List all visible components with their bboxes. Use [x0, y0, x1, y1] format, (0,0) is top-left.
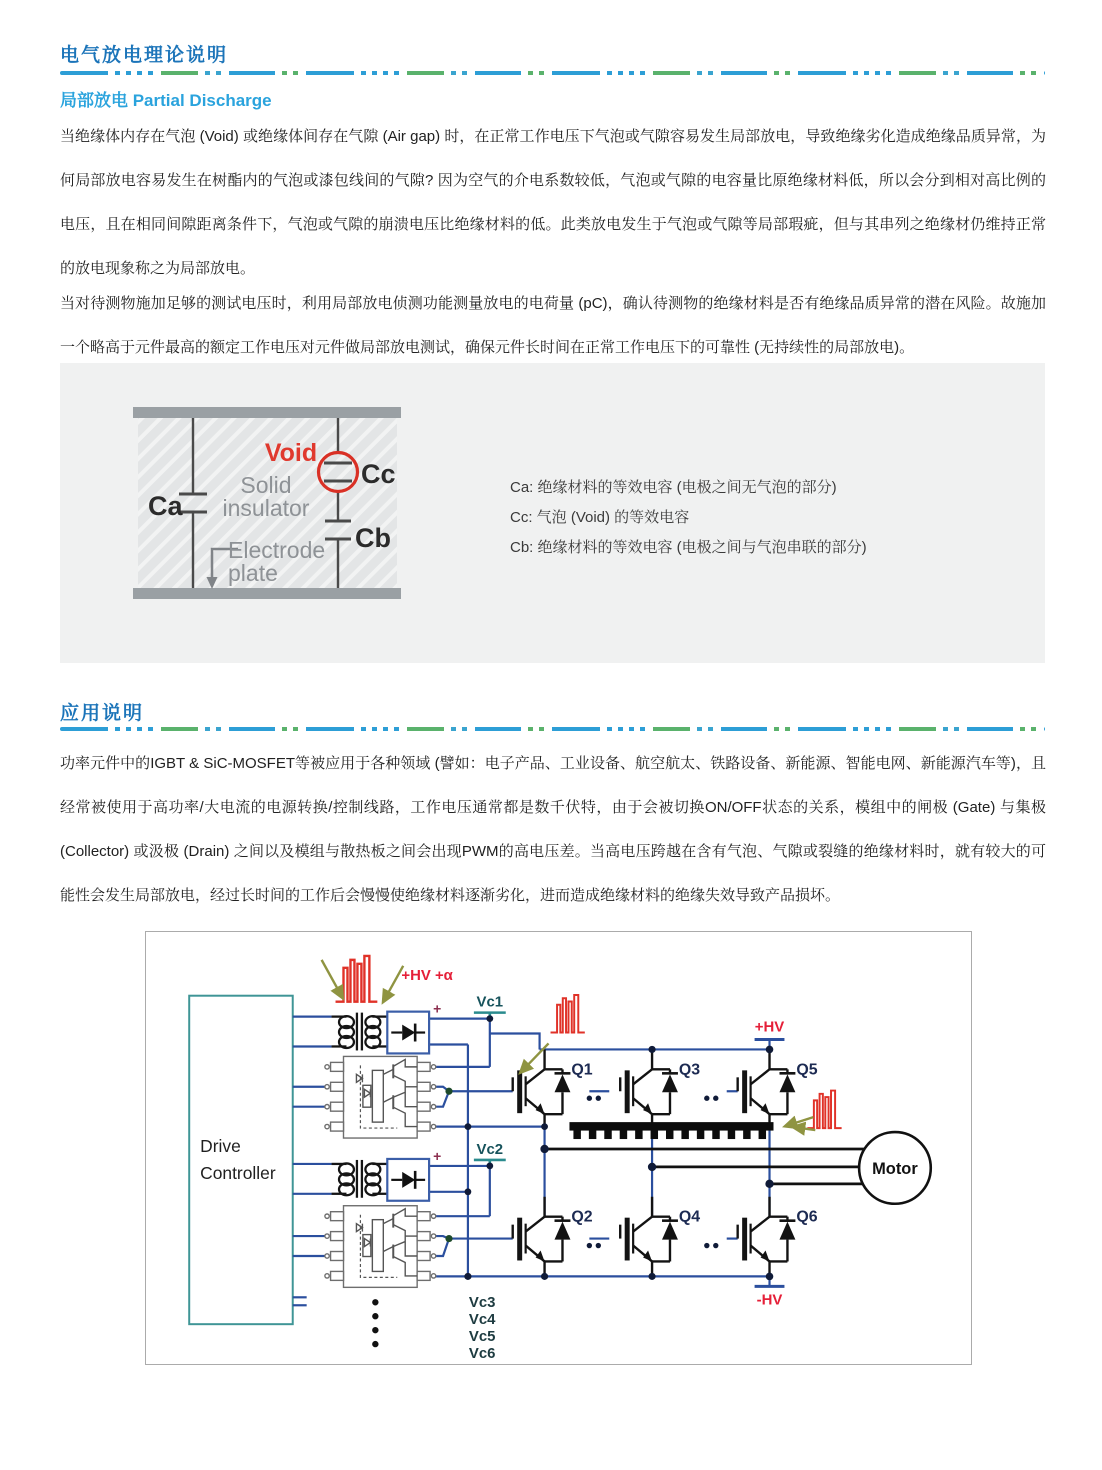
section-divider: [60, 71, 1045, 75]
igbt-q1: [513, 1049, 571, 1129]
hv-minus-label: -HV: [756, 1291, 783, 1309]
gate-node-dot-1: [445, 1088, 452, 1095]
q1-label: Q1: [571, 1061, 593, 1079]
igbt-q3: [620, 1049, 678, 1129]
igbt-q2: [513, 1197, 571, 1277]
inverter-circuit-figure: [145, 931, 972, 1365]
motor-label: Motor: [872, 1159, 918, 1178]
channel-ellipsis-dots: [372, 1299, 378, 1347]
heatsink-icon: [569, 1122, 773, 1139]
electrode-label-line1: Electrode: [228, 537, 326, 563]
section-divider-2: [60, 727, 1045, 731]
legend-item-cc: Cc: 气泡 (Void) 的等效电容: [510, 509, 690, 526]
vc4-label: Vc4: [468, 1311, 496, 1329]
q5-label: Q5: [796, 1061, 818, 1079]
pwm-waveform-2: [551, 995, 585, 1033]
plus-terminal-2: +: [433, 1147, 442, 1164]
hv-plus-label: +HV: [754, 1018, 785, 1036]
plus-terminal-1: +: [433, 1000, 442, 1017]
ca-label: Ca: [148, 491, 183, 521]
theory-paragraph-1: 当绝缘体内存在气泡 (Void) 或绝缘体间存在气隙 (Air gap) 时，在正常工作电压下气泡或气隙容易发生局部放电，导致绝缘劣化造成绝缘品质异常，为何局部放电容易发生在树酯内的气泡或漆包线间的气隙? 因为空气的介电系数较低，气泡或气隙的电容量比原绝缘材料低，所以会分到相对高比例的电压，且在相同间隙距离条件下，气泡或气隙的崩溃电压比绝缘材料的低。此类放电发生于气泡或气隙等局部瑕疵，但与其串列之绝缘材仍维持正常的放电现象称之为局部放电。: [60, 128, 1046, 277]
void-label: Void: [264, 439, 318, 467]
vc2-label: Vc2: [476, 1140, 504, 1158]
hv-alpha-label: +HV +α: [401, 966, 453, 984]
application-paragraph: 功率元件中的IGBT & SiC-MOSFET等被应用于各种领域 (譬如：电子产品、工业设备、航空航太、铁路设备、新能源、智能电网、新能源汽车等)，且经常被使用于高功率/大电流的电源转换/控制线路，工作电压通常都是数千伏特，由于会被切换ON/OFF状态的关系，模组中的闸极 (Gate) 与集极 (Collector) 或汲极 (Drain) 之间以及模组与散热板之间会出现PWM的高电压差。当高电压跨越在含有气泡、气隙或裂缝的绝缘材料时，就有较大的可能性会发生局部放电，经过长时间的工作后会慢慢使绝缘材料逐渐劣化，进而造成绝缘材料的绝缘失效导致产品损坏。: [60, 755, 1046, 904]
igbt-q6: [738, 1197, 796, 1277]
inverter-circuit-diagram: [146, 932, 970, 1363]
legend-item-ca: Ca: 绝缘材料的等效电容 (电极之间无气泡的部分): [510, 479, 837, 496]
gate-node-dot-2: [445, 1235, 452, 1242]
electrode-label-line2: plate: [228, 560, 278, 586]
igbt-q5: [738, 1049, 796, 1129]
cb-label: Cb: [355, 523, 391, 553]
vc5-label: Vc5: [468, 1328, 496, 1346]
drive-controller-label-line2: Controller: [200, 1162, 276, 1183]
transformer-rectifier-channel-2: [332, 1159, 430, 1201]
igbt-q4: [620, 1197, 678, 1277]
q3-label: Q3: [678, 1061, 701, 1079]
q4-label: Q4: [678, 1208, 701, 1226]
theory-section-title: 电气放电理论说明: [60, 45, 229, 66]
gate-driver-ic-2: [325, 1206, 436, 1288]
vc6-label: Vc6: [468, 1345, 496, 1363]
solid-insulator-label-line2: insulator: [222, 495, 310, 521]
drive-controller-box: [189, 996, 293, 1324]
application-section-title: 应用说明: [60, 703, 145, 724]
vc1-label: Vc1: [476, 993, 504, 1011]
drive-controller-label-line1: Drive: [200, 1135, 241, 1156]
theory-paragraph-2: 当对待测物施加足够的测试电压时，利用局部放电侦测功能测量放电的电荷量 (pC)，确认待测物的绝缘材料是否有绝缘品质异常的潜在风险。故施加一个略高于元件最高的额定工作电压对元件做局部放电测试，确保元件长时间在正常工作电压下的可靠性 (无持续性的局部放电)。: [60, 295, 1046, 356]
motor-phase-lines: [545, 1149, 900, 1184]
transformer-rectifier-channel-1: [332, 1012, 430, 1054]
solid-insulator-label-line1: Solid: [240, 472, 292, 498]
vc3-label: Vc3: [468, 1294, 496, 1312]
void-capacitance-figure: [60, 363, 1045, 663]
capacitance-legend: [510, 473, 867, 563]
electrode-plate-bottom: [133, 588, 401, 599]
legend-item-cb: Cb: 绝缘材料的等效电容 (电极之间与气泡串联的部分): [510, 539, 867, 556]
partial-discharge-subtitle: 局部放电 Partial Discharge: [60, 91, 272, 110]
electrode-plate-top: [133, 407, 401, 418]
q2-label: Q2: [571, 1208, 593, 1226]
gate-driver-ic-1: [325, 1056, 436, 1138]
pwm-waveform-3: [807, 1091, 841, 1129]
q6-label: Q6: [796, 1208, 818, 1226]
cc-label: Cc: [361, 459, 396, 489]
